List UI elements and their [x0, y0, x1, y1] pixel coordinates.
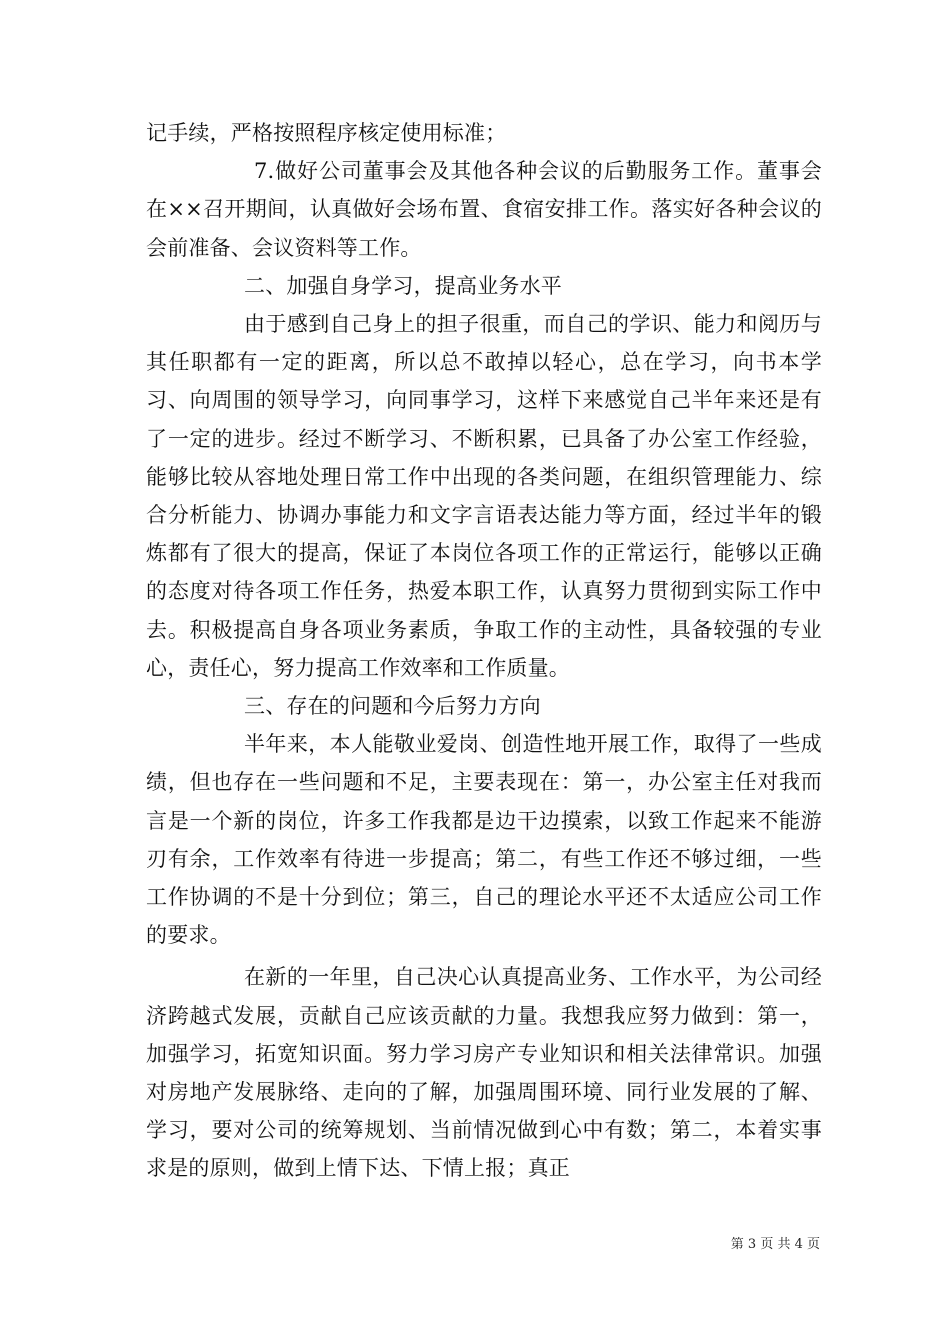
paragraph-problems: 半年来，本人能敬业爱岗、创造性地开展工作，取得了一些成绩，但也存在一些问题和不足，主要表现在：第一，办公室主任对我而言是一个新的岗位，许多工作我都是边干边摸索，以致工作起来不能游刃有余，工作效率有待进一步提高；第二，有些工作还不够过细，一些工作协调的不是十分到位；第三，自己的理论水平还不太适应公司工作的要求。	[146, 732, 822, 948]
paragraph-self-study: 由于感到自己身上的担子很重，而自己的学识、能力和阅历与其任职都有一定的距离，所以总不敢掉以轻心，总在学习，向书本学习、向周围的领导学习，向同事学习，这样下来感觉自己半年来还是有了一定的进步。经过不断学习、不断积累，已具备了办公室工作经验，能够比较从容地处理日常工作中出现的各类问题，在组织管理能力、综合分析能力、协调办事能力和文字言语表达能力等方面，经过半年的锻炼都有了很大的提高，保证了本岗位各项工作的正常运行，能够以正确的态度对待各项工作任务，热爱本职工作，认真努力贯彻到实际工作中去。积极提高自身各项业务素质，争取工作的主动性，具备较强的专业心，责任心，努力提高工作效率和工作质量。	[146, 312, 822, 680]
section-heading-3: 三、存在的问题和今后努力方向	[244, 694, 541, 719]
section-heading-2: 二、加强自身学习，提高业务水平	[244, 273, 562, 298]
paragraph-new-year-plan: 在新的一年里，自己决心认真提高业务、工作水平，为公司经济跨越式发展，贡献自己应该贡献的力量。我想我应努力做到：第一，加强学习，拓宽知识面。努力学习房产专业知识和相关法律常识。加强对房地产发展脉络、走向的了解，加强周围环境、同行业发展的了解、学习，要对公司的统筹规划、当前情况做到心中有数；第二，本着实事求是的原则，做到上情下达、下情上报；真正	[146, 965, 822, 1181]
document-body	[146, 114, 822, 1188]
paragraph-item-7: 7.做好公司董事会及其他各种会议的后勤服务工作。董事会在××召开期间，认真做好会场布置、食宿安排工作。落实好各种会议的会前准备、会议资料等工作。	[146, 159, 822, 260]
page-number-footer: 第 3 页 共 4 页	[730, 1237, 820, 1252]
paragraph-continuation: 记手续，严格按照程序核定使用标准；	[146, 121, 507, 145]
